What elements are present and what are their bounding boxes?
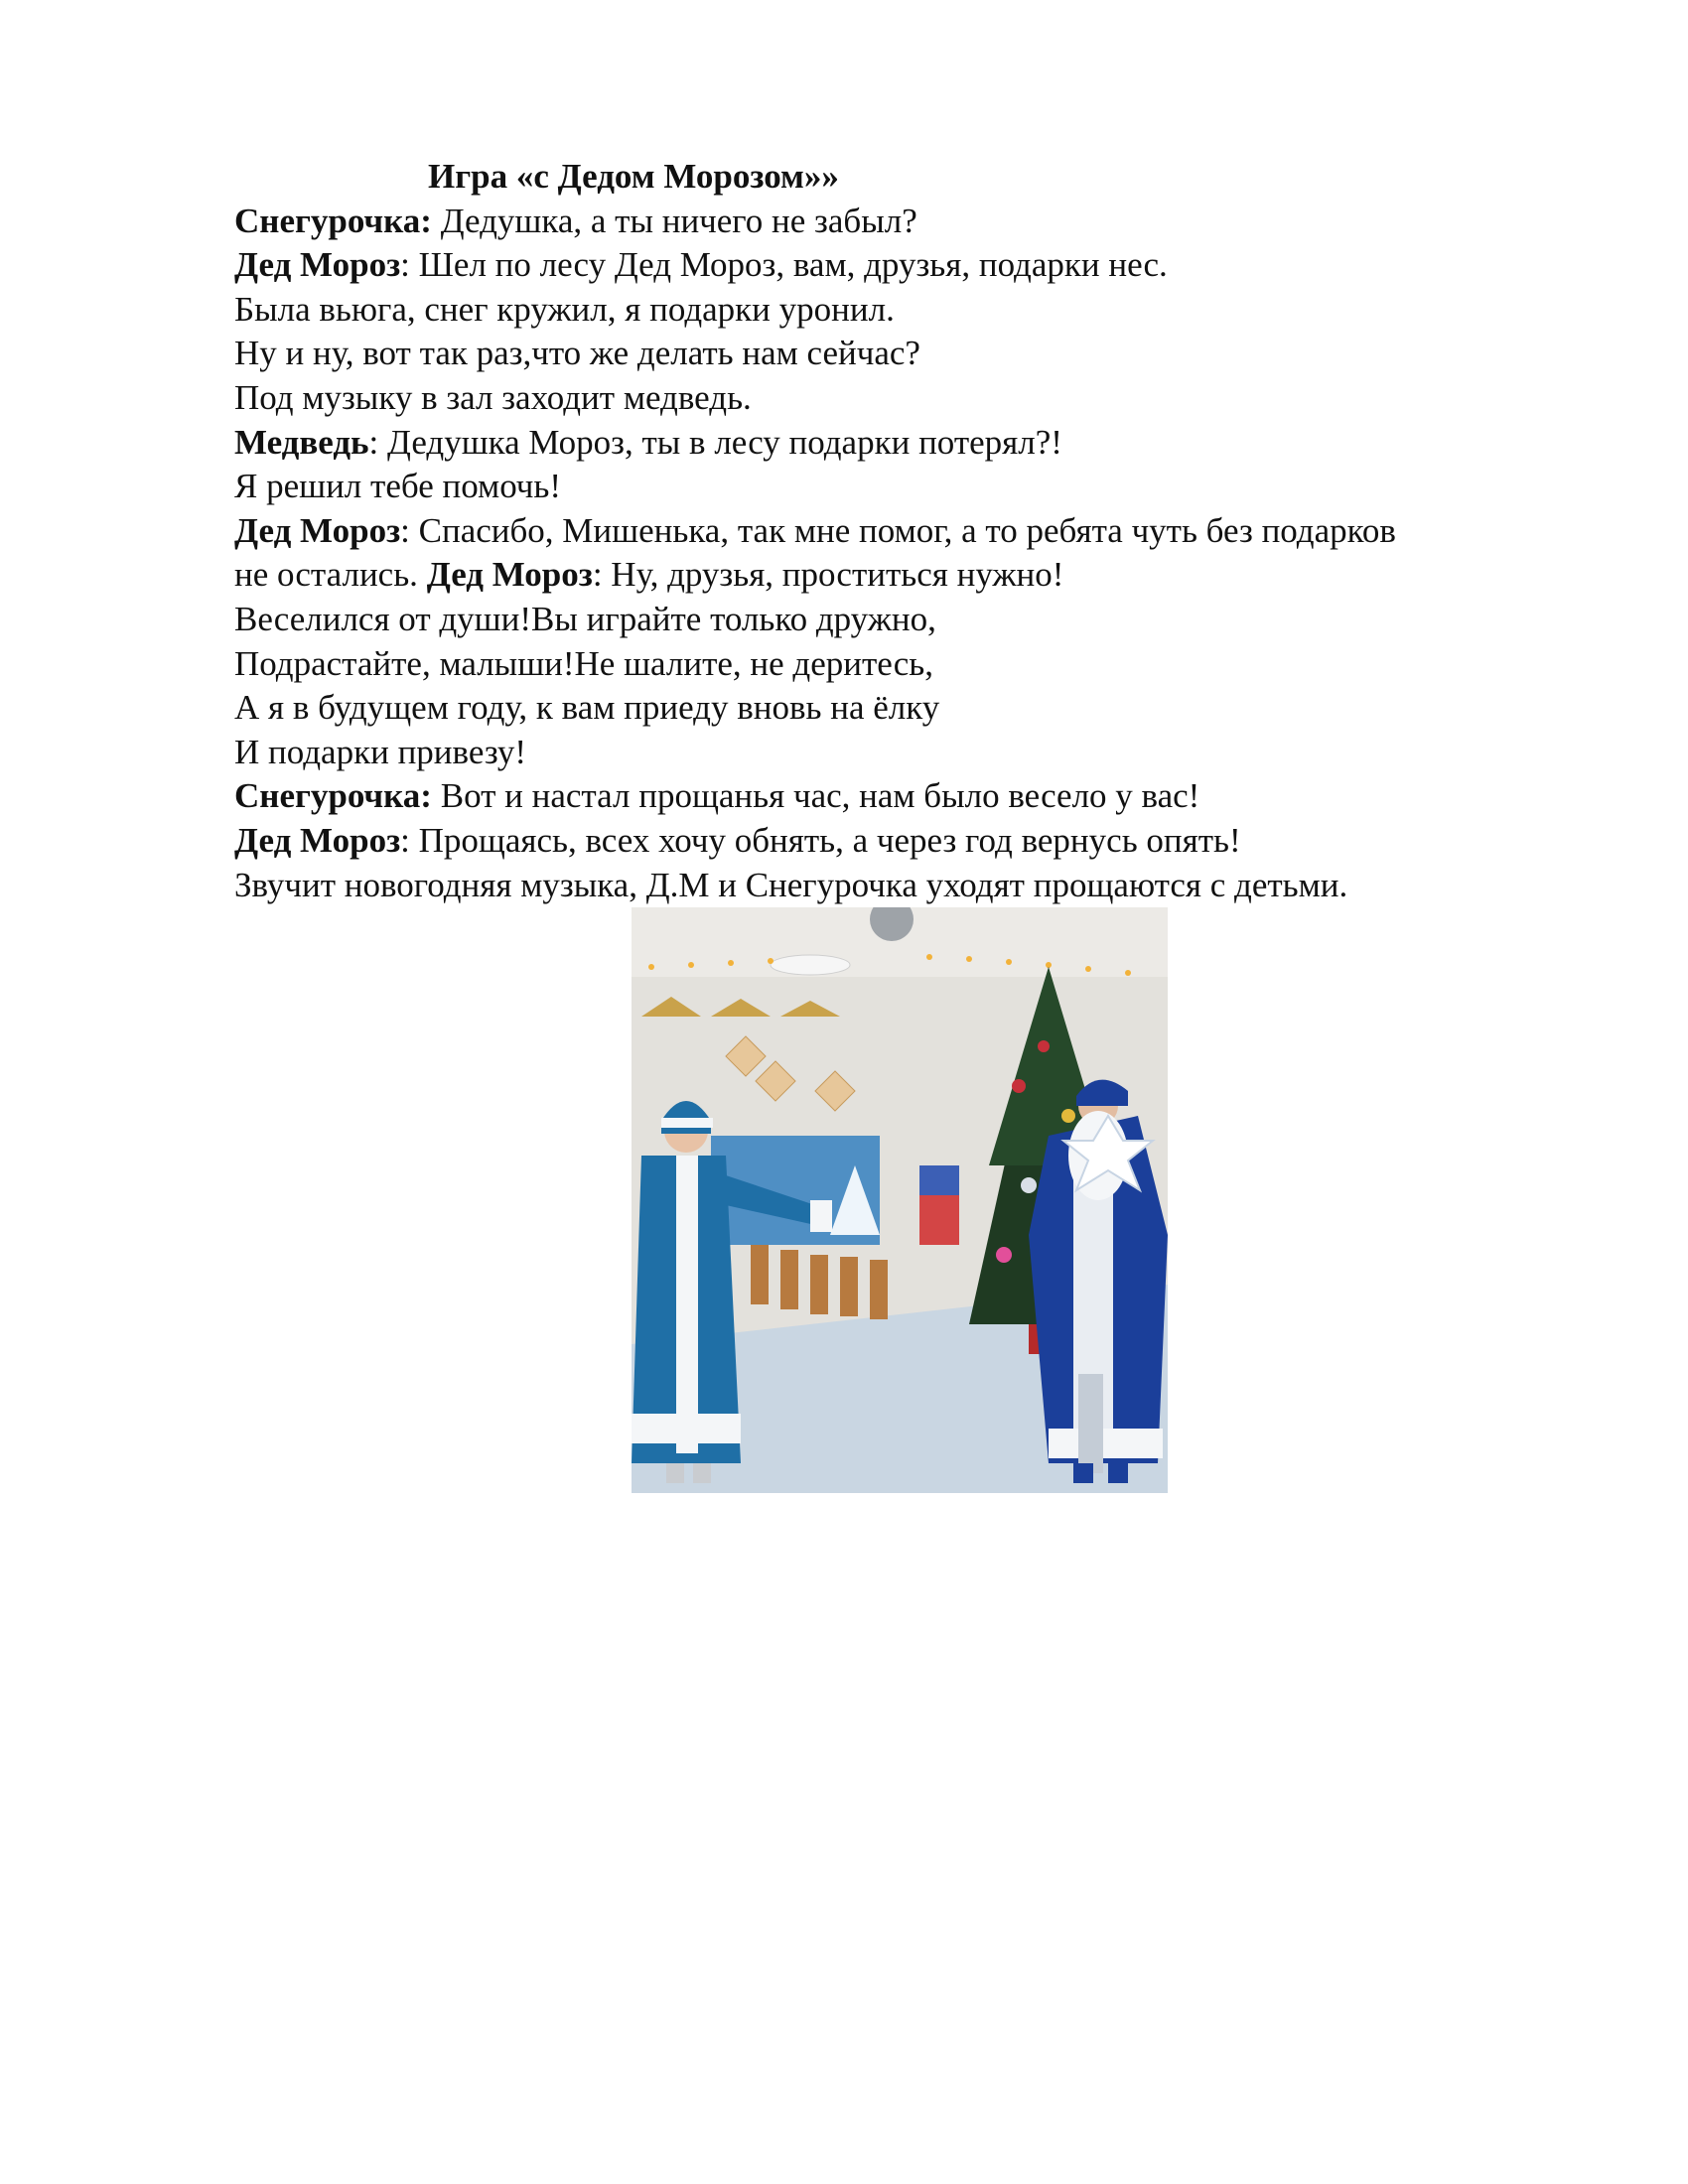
line-text: Вот и настал прощанья час, нам было весело у вас! <box>431 776 1200 816</box>
line-text: Дедушка, а ты ничего не забыл? <box>431 201 917 240</box>
line-text: : Прощаясь, всех хочу обнять, а через год вернусь опять! <box>400 820 1241 860</box>
script-line <box>234 288 1565 333</box>
document-body <box>234 155 1565 907</box>
script-line <box>234 642 1565 687</box>
line-text: : Дедушка Мороз, ты в лесу подарки потерял?! <box>368 422 1062 462</box>
line-text: Веселился от души!Вы играйте только дружно, <box>234 599 936 638</box>
speaker-name: Снегурочка: <box>234 201 432 240</box>
script-line <box>234 686 1565 731</box>
line-text: И подарки привезу! <box>234 732 527 771</box>
page-title: Игра «с Дедом Морозом»» <box>428 157 839 196</box>
line-text: А я в будущем году, к вам приеду вновь на ёлку <box>234 688 940 728</box>
speaker-name: Дед Мороз <box>234 510 401 550</box>
script-line <box>234 200 1565 244</box>
speaker-name: Снегурочка: <box>234 776 432 816</box>
line-text: : Ну, друзья, проститься нужно! <box>592 555 1064 595</box>
event-photo <box>632 907 1168 1493</box>
script-line <box>234 509 1565 554</box>
stage-direction <box>234 376 1565 421</box>
script-line <box>234 774 1565 819</box>
line-text: Была вьюга, снег кружил, я подарки уронил. <box>234 289 895 329</box>
stage-direction <box>234 864 1565 908</box>
line-text: Звучит новогодняя музыка, Д.М и Снегурочка уходят прощаются с детьми. <box>234 865 1348 904</box>
script-line <box>234 465 1565 509</box>
script-line <box>234 598 1565 642</box>
line-text: Ну и ну, вот так раз,что же делать нам сейчас? <box>234 334 920 373</box>
speaker-name: Дед Мороз <box>234 820 401 860</box>
line-text: : Шел по лесу Дед Мороз, вам, друзья, подарки нес. <box>400 245 1168 285</box>
line-text: не остались. <box>234 555 427 595</box>
speaker-name: Медведь <box>234 422 369 462</box>
script-line <box>234 332 1565 376</box>
script-line <box>234 421 1565 466</box>
line-text: : Спасибо, Мишенька, так мне помог, а то ребята чуть без подарков <box>400 510 1396 550</box>
script-line <box>234 819 1565 864</box>
script-line <box>234 243 1565 288</box>
line-text: Я решил тебе помочь! <box>234 467 562 506</box>
line-text: Подрастайте, малыши!Не шалите, не деритесь, <box>234 643 933 683</box>
script-line <box>234 553 1565 598</box>
speaker-name: Дед Мороз <box>426 555 593 595</box>
line-text: Под музыку в зал заходит медведь. <box>234 377 752 417</box>
speaker-name: Дед Мороз <box>234 245 401 285</box>
script-line <box>234 731 1565 775</box>
